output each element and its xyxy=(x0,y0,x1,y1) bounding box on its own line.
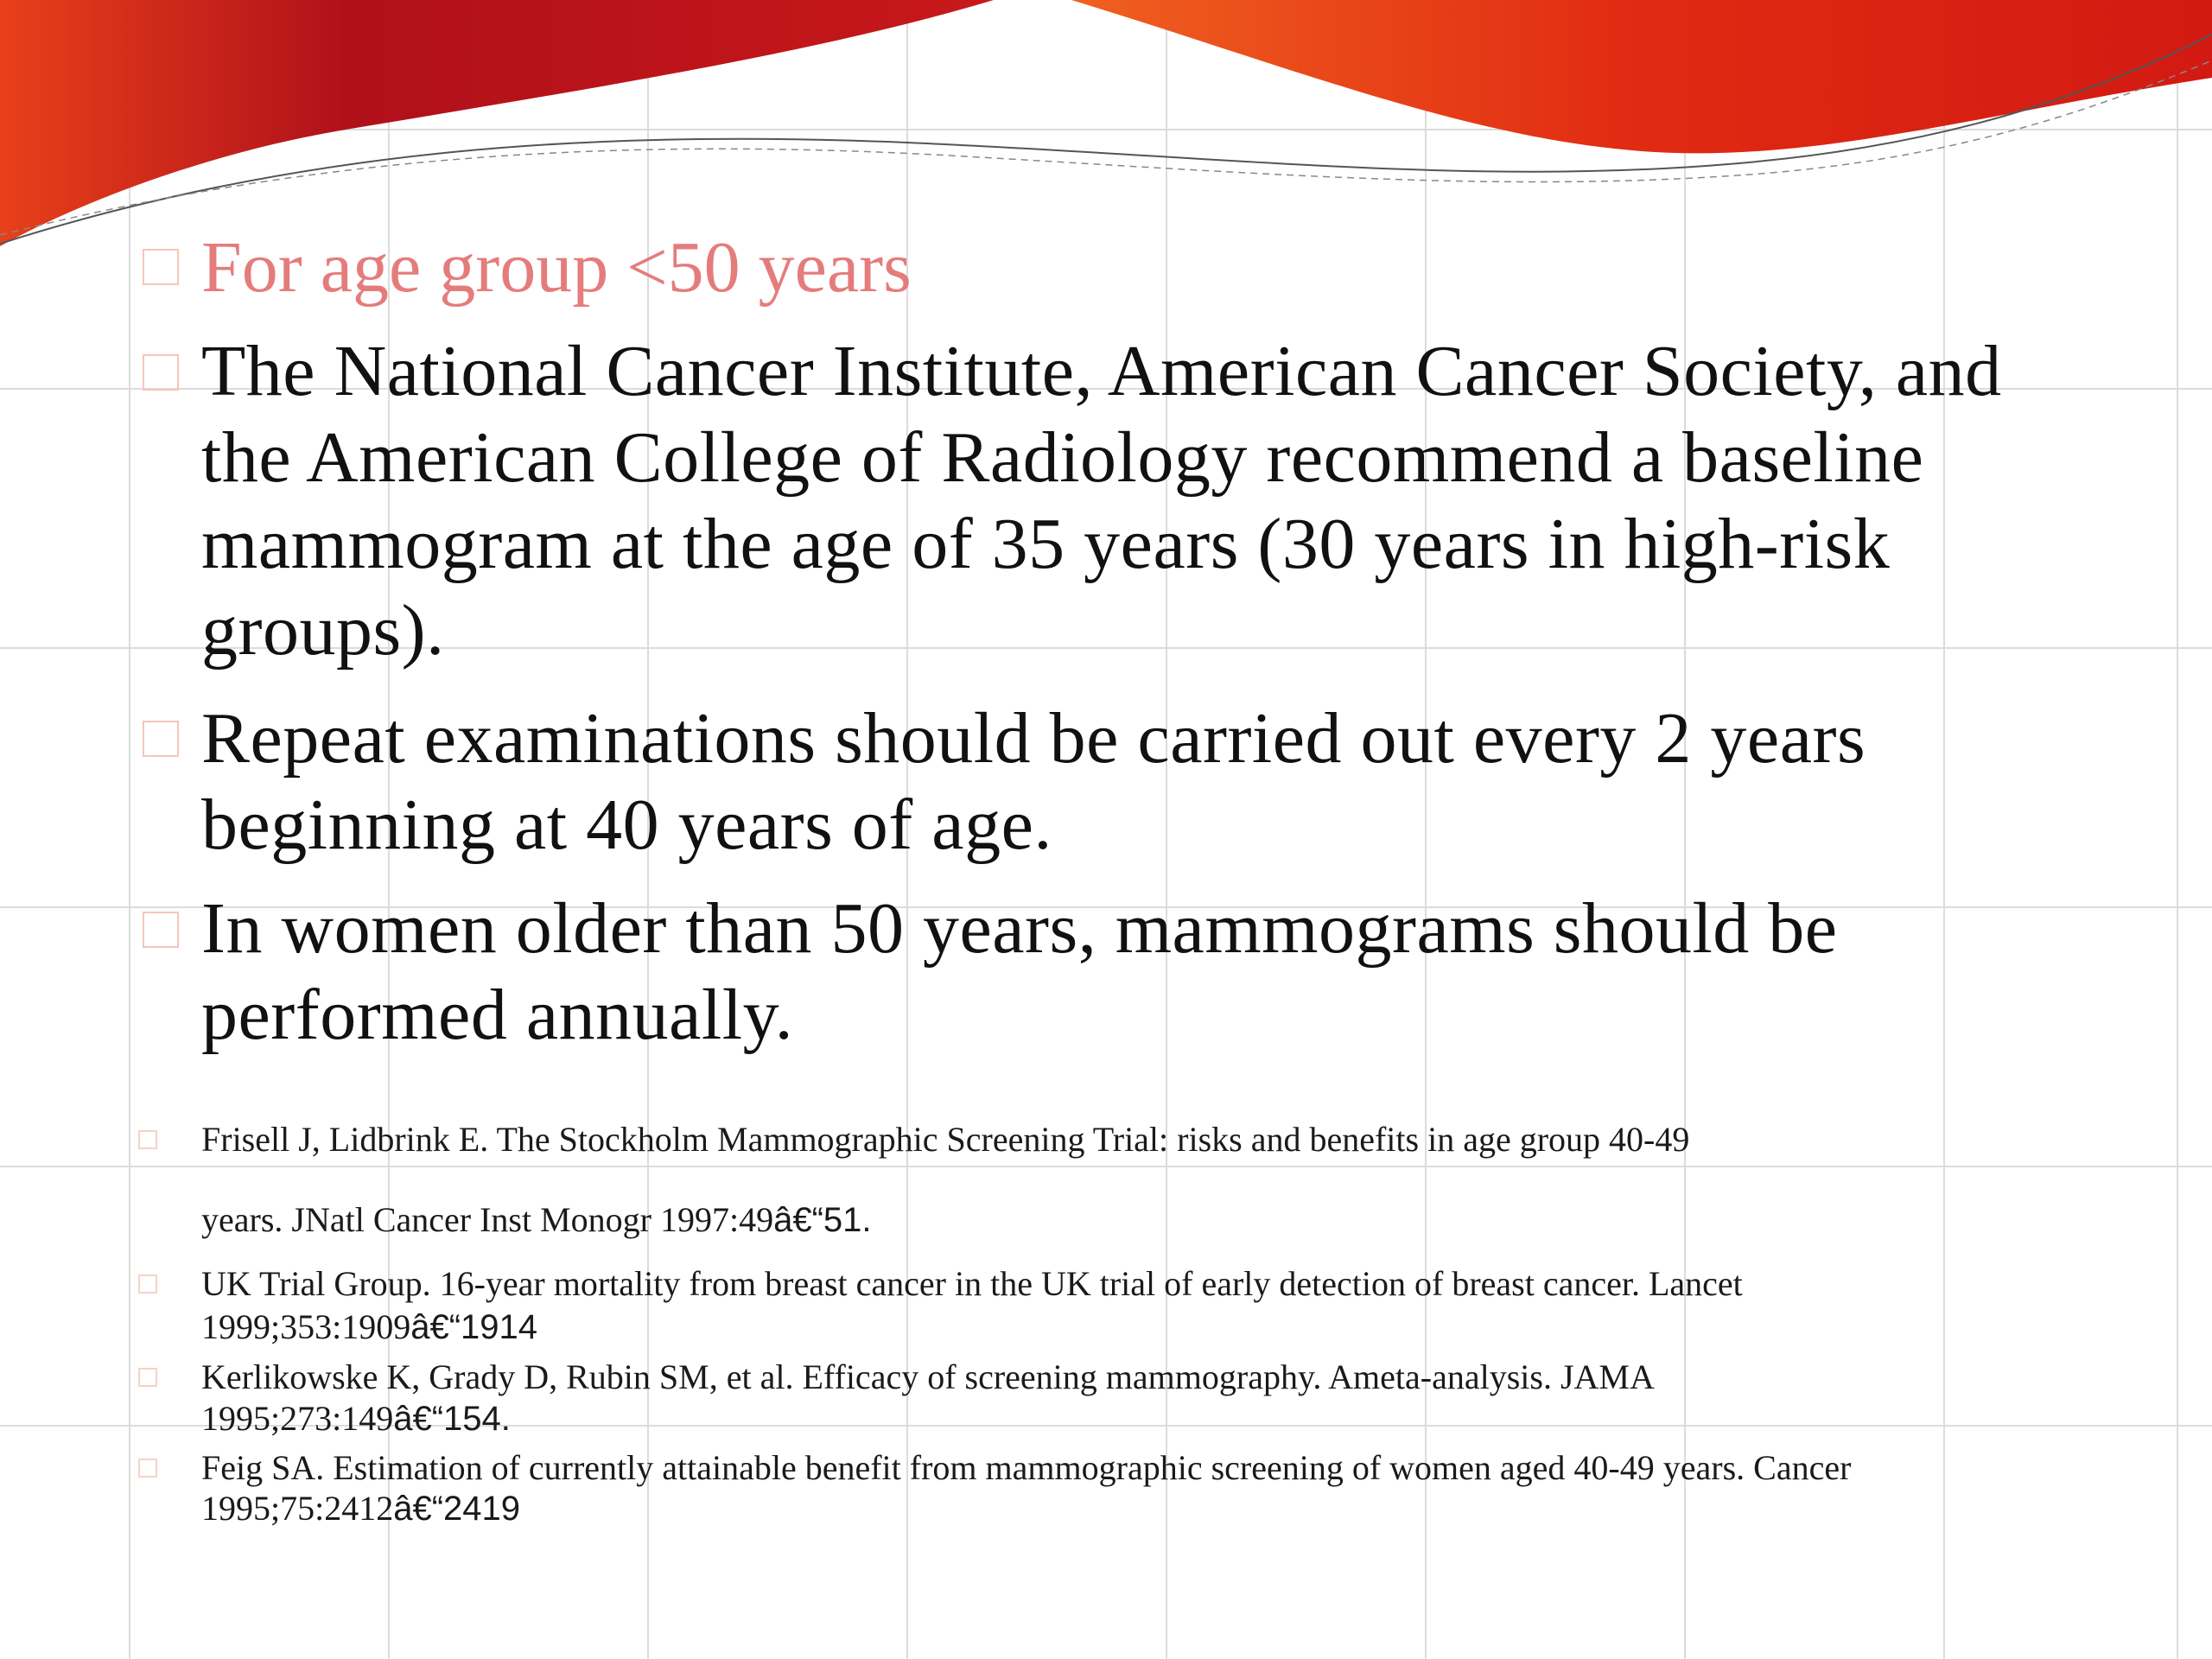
reference-bullet-icon xyxy=(138,1368,157,1387)
bullet-square-icon xyxy=(143,912,179,948)
bullet-square-icon xyxy=(143,249,179,285)
header-swoosh-banner xyxy=(0,0,2212,259)
reference-3-line2: 1995;273:149â€“154. xyxy=(201,1399,511,1438)
reference-bullet-icon xyxy=(138,1274,157,1294)
reference-1-line2: years. JNatl Cancer Inst Monogr 1997:49â€“51. xyxy=(201,1200,872,1239)
bullet-square-icon xyxy=(143,721,179,757)
reference-bullet-icon xyxy=(138,1130,157,1149)
bullet-text-1: The National Cancer Institute, American Cancer Society, and the American College of Radiology recommend a baseline mammogram at the age of 35 years (30 years in high-risk groups). xyxy=(201,331,2002,671)
reference-2-line1: UK Trial Group. 16-year mortality from breast cancer in the UK trial of early detection of breast cancer. Lancet xyxy=(201,1264,1743,1303)
reference-4-line1: Feig SA. Estimation of currently attainable benefit from mammographic screening of women aged 40-49 years. Cancer xyxy=(201,1448,1852,1487)
slide-heading: For age group <50 years xyxy=(201,227,912,308)
bullet-square-icon xyxy=(143,354,179,391)
reference-3-line1: Kerlikowske K, Grady D, Rubin SM, et al. Efficacy of screening mammography. Ameta-analysis. JAMA xyxy=(201,1357,1655,1396)
reference-2-line2: 1999;353:1909â€“1914 xyxy=(201,1307,538,1346)
reference-bullet-icon xyxy=(138,1459,157,1478)
bullet-text-3: In women older than 50 years, mammograms should be performed annually. xyxy=(201,888,1838,1055)
reference-1-line1: Frisell J, Lidbrink E. The Stockholm Mammographic Screening Trial: risks and benefits in age group 40-49 xyxy=(201,1120,1690,1159)
bullet-text-2: Repeat examinations should be carried out every 2 years beginning at 40 years of age. xyxy=(201,698,1866,865)
reference-4-line2: 1995;75:2412â€“2419 xyxy=(201,1489,521,1528)
